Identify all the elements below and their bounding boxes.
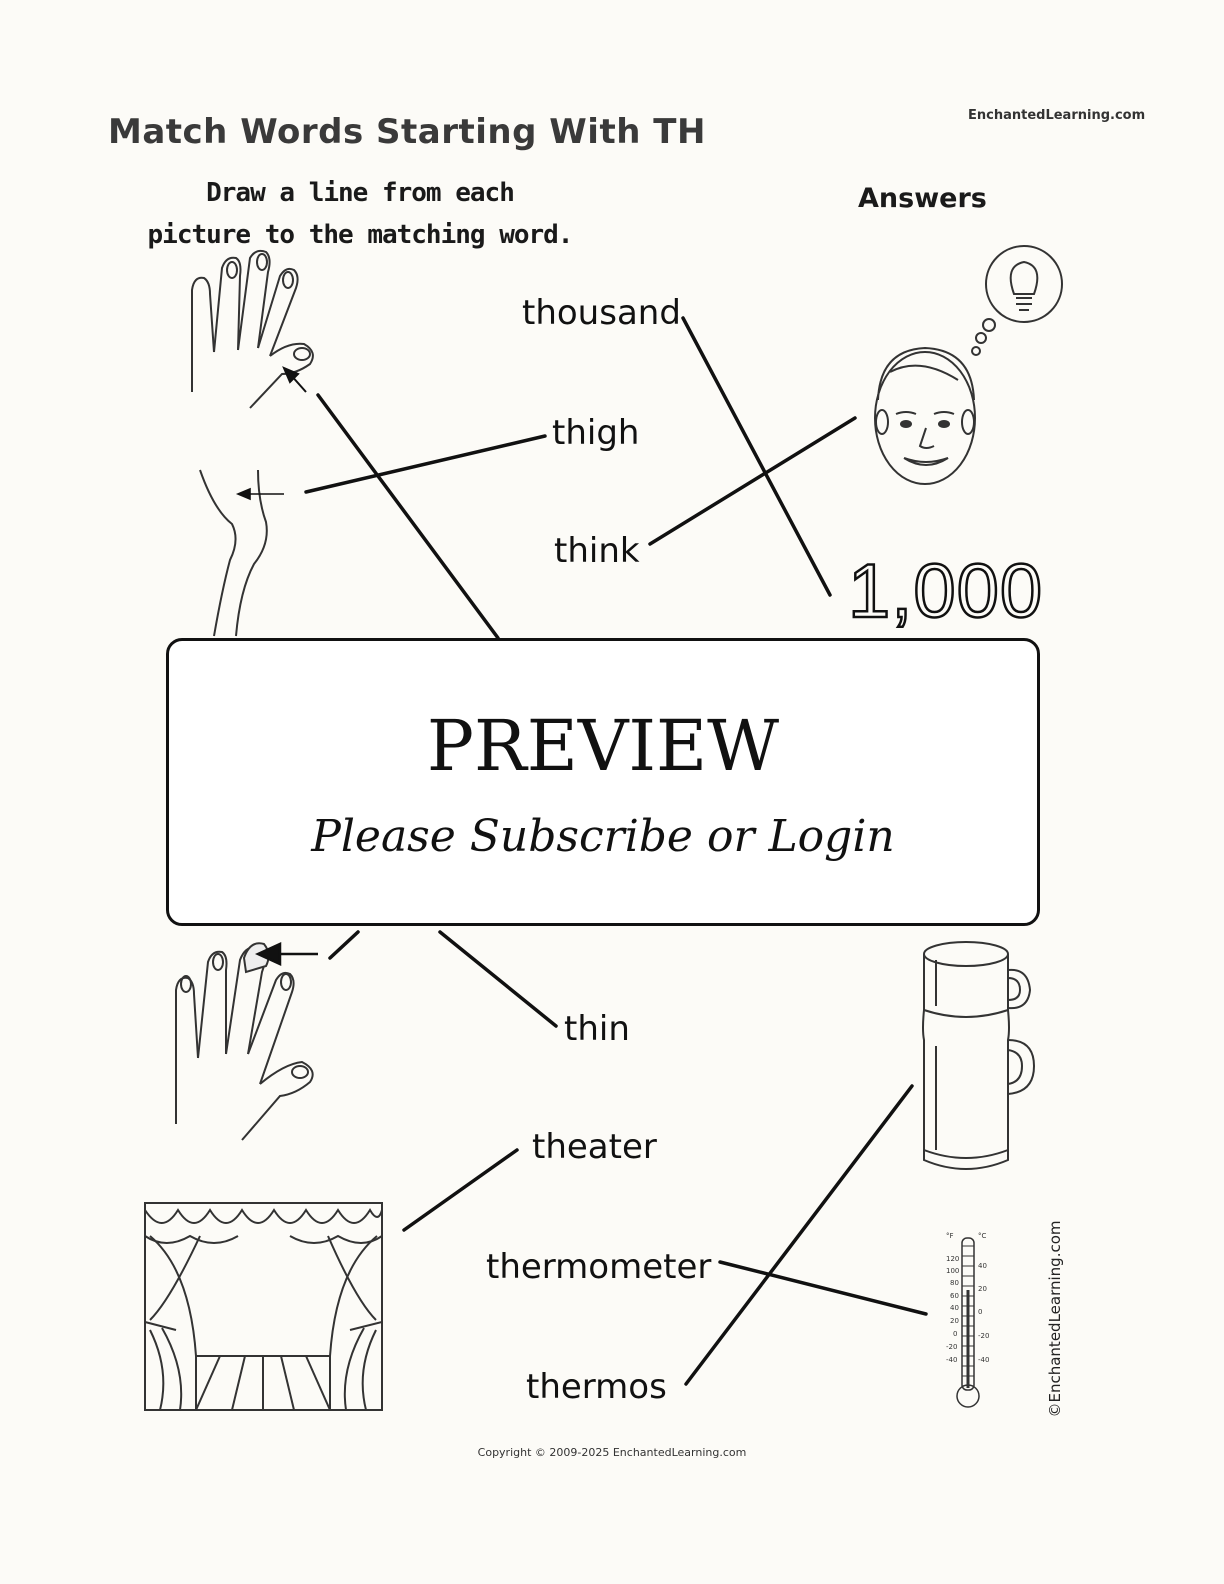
answer-line-thermos	[686, 1086, 912, 1384]
answer-line-thumb	[318, 395, 498, 638]
thermo-c-tick: -20	[978, 1332, 990, 1340]
copyright: Copyright © 2009-2025 EnchantedLearning.com	[477, 1446, 747, 1459]
answer-line-thin-upper	[330, 932, 358, 958]
instructions	[140, 172, 580, 256]
answer-line-thigh	[306, 436, 545, 492]
thigh-arrow-icon	[238, 489, 284, 499]
thermo-f-tick: -20	[946, 1343, 958, 1351]
preview-overlay[interactable]	[166, 638, 1040, 926]
word-thermometer: thermometer	[486, 1247, 712, 1287]
word-thigh: thigh	[552, 413, 640, 453]
thermo-f-tick: 100	[946, 1267, 960, 1275]
answer-line-thermometer	[720, 1262, 926, 1314]
word-thousand: thousand	[522, 293, 681, 333]
thermos-icon	[923, 942, 1034, 1169]
instructions-line-1: Draw a line from each	[206, 178, 514, 208]
subscribe-login-link[interactable]: Please Subscribe or Login	[311, 811, 895, 862]
leg-thigh-icon	[200, 470, 267, 636]
hand-thin-icon	[176, 943, 313, 1140]
thermo-f-tick: 0	[953, 1330, 958, 1338]
thermo-c-tick: 40	[978, 1262, 987, 1270]
instructions-line-2: picture to the matching word.	[147, 220, 573, 250]
answer-line-think	[650, 418, 855, 544]
thermo-f-unit: °F	[946, 1232, 954, 1240]
stage-curtain-icon	[145, 1203, 382, 1410]
thermometer-icon	[957, 1238, 979, 1407]
answers-label: Answers	[858, 183, 987, 214]
answer-line-thousand	[683, 318, 830, 595]
thermo-c-tick: 0	[978, 1308, 983, 1316]
thermo-f-tick: 40	[950, 1304, 959, 1312]
thermo-c-unit: °C	[978, 1232, 987, 1240]
word-think: think	[554, 531, 640, 571]
thermo-f-tick: 120	[946, 1255, 960, 1263]
lightbulb-icon	[972, 246, 1062, 355]
word-thin: thin	[564, 1009, 630, 1049]
vertical-credit: ©EnchantedLearning.com	[1046, 1220, 1064, 1418]
thousand-number-picture: 1,000	[848, 549, 1044, 634]
thermo-f-tick: -40	[946, 1356, 958, 1364]
hand-thumb-icon	[192, 251, 313, 408]
answer-line-thin	[440, 932, 556, 1026]
thermo-c-tick: 20	[978, 1285, 987, 1293]
site-name[interactable]: EnchantedLearning.com	[968, 108, 1146, 123]
thermo-f-tick: 20	[950, 1317, 959, 1325]
worksheet-title: Match Words Starting With TH	[108, 112, 706, 152]
thermo-f-tick: 60	[950, 1292, 959, 1300]
thermo-f-tick: 80	[950, 1279, 959, 1287]
preview-title: PREVIEW	[426, 705, 780, 787]
answer-line-theater	[404, 1150, 517, 1230]
thinking-face-icon	[875, 348, 975, 484]
word-theater: theater	[532, 1127, 657, 1167]
word-thermos: thermos	[526, 1367, 667, 1407]
thermo-c-tick: -40	[978, 1356, 990, 1364]
